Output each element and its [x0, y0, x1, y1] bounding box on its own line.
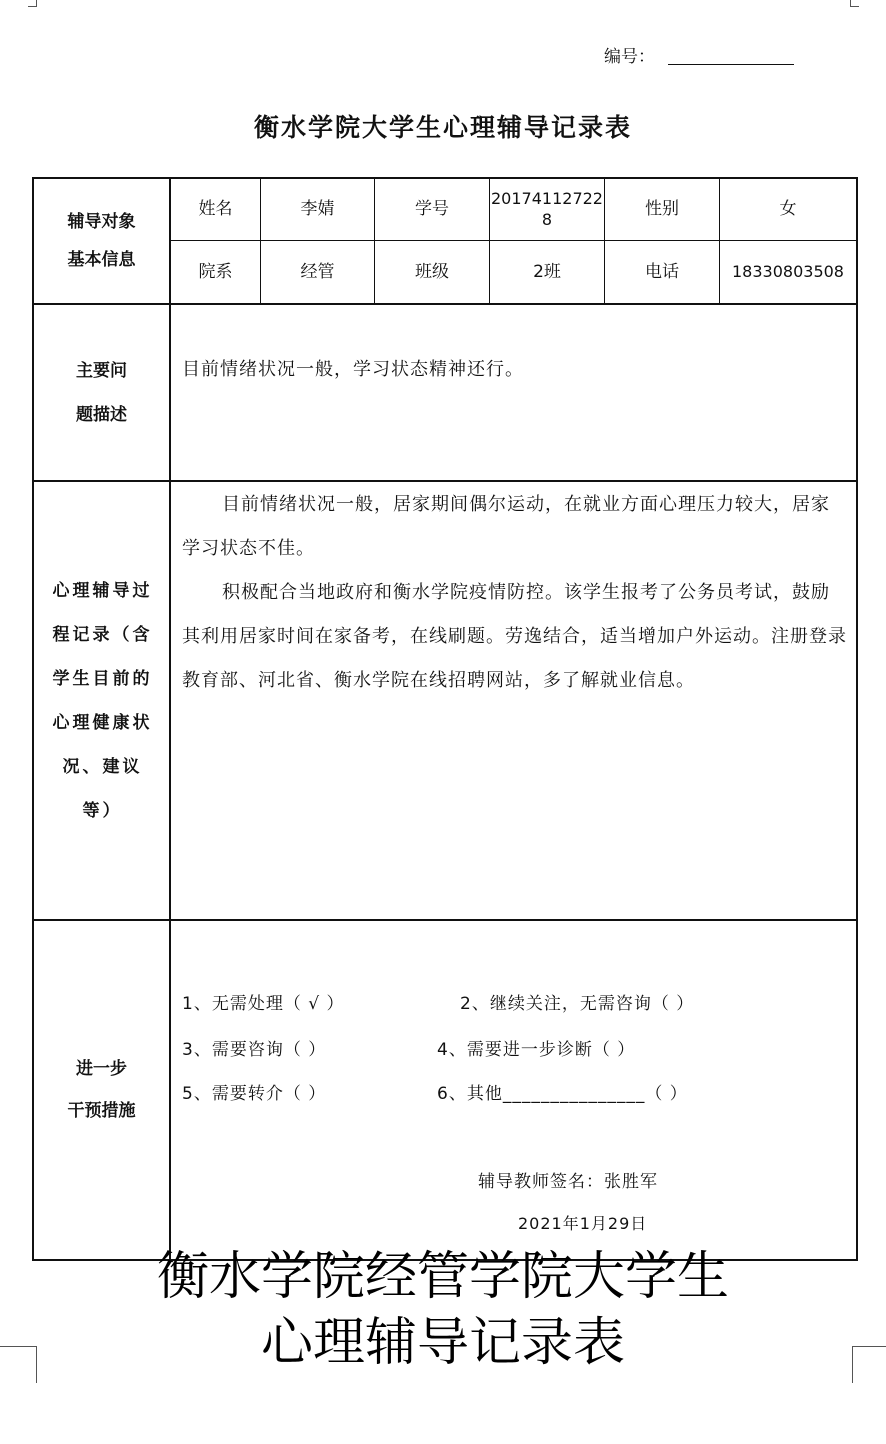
name-label: 姓名: [198, 199, 233, 220]
class-value: 2班: [533, 261, 561, 282]
problem-label: 主要问 题描述: [76, 360, 127, 425]
intervention-label: 进一步 干预措施: [67, 1059, 136, 1121]
form-title: 衡水学院大学生心理辅导记录表: [253, 113, 632, 142]
teacher-signature: 辅导教师签名：张胜军: [478, 1172, 658, 1192]
option-no-action: 1、无需处理（ √ ）: [182, 994, 345, 1014]
crop-mark-top-right: [850, 0, 859, 7]
phone-value: 18330803508: [732, 261, 844, 281]
department-value: 经管: [300, 261, 335, 282]
caption-overlay: [0, 1244, 886, 1376]
department-label: 院系: [198, 261, 233, 282]
caption-line-2: 心理辅导记录表: [260, 1313, 625, 1373]
student-id-label: 学号: [415, 199, 449, 220]
phone-label: 电话: [645, 261, 679, 282]
process-label: 心理辅导过 程记录（含 学生目前的 心理健康状 况、建议 等）: [52, 580, 153, 821]
process-paragraph-2: 积极配合当地政府和衡水学院疫情防控。该学生报考了公务员考试，鼓励其利用居家时间在家备考，在线刷题。劳逸结合，适当增加户外运动。注册登录教育部、河北省、衡水学院在线招聘网站，多了解就业信息。: [182, 582, 847, 691]
option-other: 6、其他_______________（ ）: [437, 1084, 688, 1104]
signature-date: 2021年1月29日: [518, 1214, 648, 1233]
serial-number-label: 编号：: [604, 47, 655, 67]
name-value: 李婧: [300, 199, 335, 220]
record-table: [32, 177, 858, 1261]
gender-label: 性别: [645, 199, 679, 220]
option-further-diagnosis: 4、需要进一步诊断（ ）: [437, 1040, 636, 1060]
table-border: [856, 177, 858, 1261]
problem-text: 目前情绪状况一般，学习状态精神还行。: [182, 359, 524, 380]
caption-line-1: 衡水学院经管学院大学生: [156, 1247, 729, 1307]
table-divider: [169, 177, 171, 1261]
option-need-counseling: 3、需要咨询（ ）: [182, 1040, 327, 1060]
basic-info-label: 辅导对象 基本信息: [67, 212, 136, 270]
serial-number-blank: [668, 64, 794, 65]
class-label: 班级: [415, 261, 449, 282]
crop-mark-top-left: [28, 0, 37, 7]
option-referral: 5、需要转介（ ）: [182, 1084, 327, 1104]
process-paragraph-1: 目前情绪状况一般，居家期间偶尔运动，在就业方面心理压力较大，居家学习状态不佳。: [182, 494, 830, 559]
option-continue-monitor: 2、继续关注，无需咨询（ ）: [460, 994, 695, 1014]
student-id-value: 20174112722 8: [491, 188, 603, 229]
gender-value: 女: [779, 199, 797, 220]
process-record: [182, 483, 847, 703]
